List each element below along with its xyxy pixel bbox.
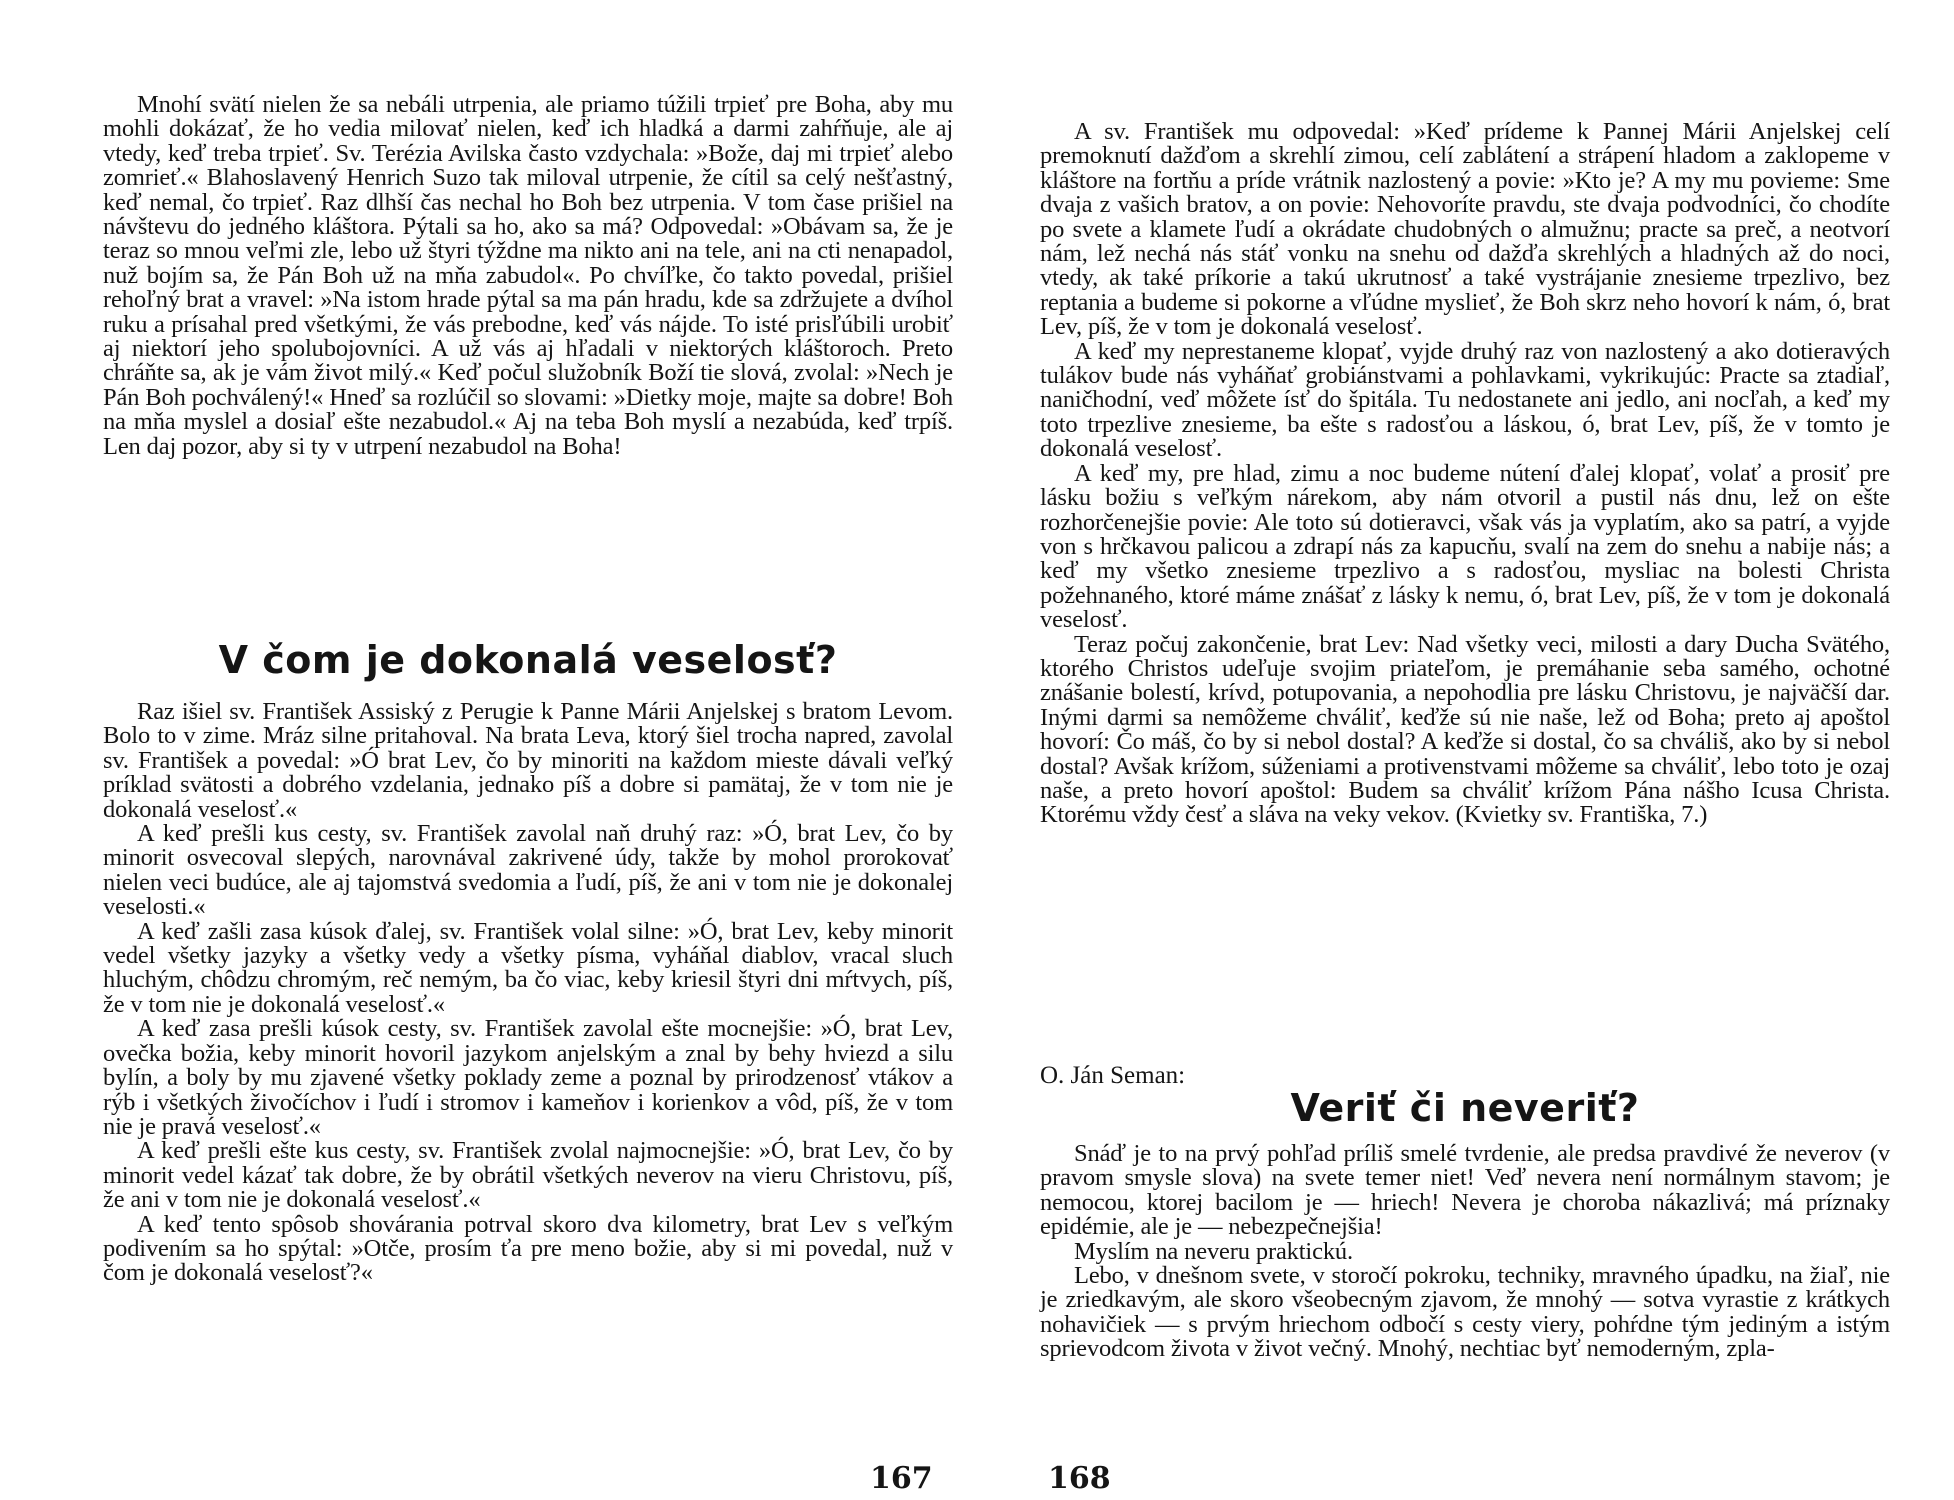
article-paragraph: Raz išiel sv. František Assiský z Perugie k Panne Márii Anjelskej s bratom Levom. Bolo to v zime. Mráz silne pritahoval. Na brata Leva, ktorý šiel trocha napred, zavolal sv. František a povedal: »Ó brat Lev, čo by minoriti na každom mieste dávali veľký príklad svätosti a dobrého vzdelania, jednako píš a dobre si pamätaj, že v tom nie je dokonalá veselosť.« — [103, 698, 953, 823]
article-heading: Veriť či neveriť? — [1290, 1086, 1640, 1130]
article-author: O. Ján Seman: — [1040, 1062, 1186, 1089]
article-paragraph: A sv. František mu odpovedal: »Keď prídeme k Pannej Márii Anjelskej celí premoknutí dažďom a skrehlí zimou, celí zablátení a strápení hladom a zaklopeme v kláštore na fortňu a príde vrátnik nazlostený a povie: »Kto je? A my mu povieme: Sme dvaja z vašich bratov, a on povie: Nehovoríte pravdu, ste dvaja podvodníci, čo chodíte po svete a klamete ľudí a okrádate chudobných o almužnu; practe sa preč, a neotvorí nám, lež nechá nás stáť vonku na snehu od dažďa skrehlých a hladných až do noci, vtedy, ak také príkorie a takú ukrutnosť a také vystrájanie znesieme trpezlivo, bez reptania a budeme si pokorne a vľúdne myslieť, že Boh skrz neho hovorí k nám, ó, brat Lev, píš, že v tom je dokonalá veselosť. — [1040, 118, 1890, 341]
article-paragraph: A keď zašli zasa kúsok ďalej, sv. František volal silne: »Ó, brat Lev, keby minorit vedel všetky jazyky a všetky vedy a všetky písma, vyháňal diablov, vracal sluch hluchým, chôdzu chromým, reč nemým, ba čo viac, keby kriesil štyri dni mŕtvych, píš, že v tom nie je dokonalá veselosť.« — [103, 917, 953, 1018]
page-number: 168 — [1048, 1461, 1111, 1496]
article-paragraph: A keď zasa prešli kúsok cesty, sv. František zavolal ešte mocnejšie: »Ó, brat Lev, ovečka božia, keby minorit hovoril jazykom anjelským a znal by behy hviezd a silu bylín, a boly by mu zjavené všetky poklady zeme a poznal by prirodzenosť vtákov a rýb i všetkých živočíchov i ľudí i stromov i kameňov i korienkov a vôd, píš, že v tom nie je pravá veselosť.« — [103, 1015, 953, 1140]
article-paragraph: A keď my, pre hlad, zimu a noc budeme nútení ďalej klopať, volať a prosiť pre lásku božiu s veľkým nárekom, aby nám otvoril a pustil nás dnu, lež on ešte rozhorčenejšie povie: Ale toto sú dotieravci, však vás ja vyplatím, ako sa patrí, a vyjde von s hrčkavou palicou a zdrapí nás za kapucňu, svalí na zem do snehu a nabije nás; a keď my všetko znesieme trpezlivo a s radosťou, mysliac na bolesti Christa požehnaného, ktoré máme znášať z lásky k nemu, ó, brat Lev, píš, že v tom je dokonalá veselosť. — [1040, 459, 1890, 634]
article-paragraph: Lebo, v dnešnom svete, v storočí pokroku, techniky, mravného úpadku, na žiaľ, nie je zriedkavým, ale skoro všeobecným zjavom, že mnohý — sotva vyrastie z krátkych nohavičiek — s prvým hriechom odbočí s cesty viery, pohŕdne tým jediným a istým sprievodcom života v život večný. Mnohý, nechtiac byť nemoderným, zpla- — [1040, 1262, 1890, 1363]
right-page-text — [1040, 120, 1890, 828]
article-paragraph: A keď my neprestaneme klopať, vyjde druhý raz von nazlostený a ako dotieravých tulákov bude nás vyháňať grobiánstvami a pohlavkami, vykrikujúc: Practe sa ztadiaľ, naničhodní, veď môžete ísť do špitála. Tu nedostanete ani jedlo, ani nocľah, a keď my toto trpezlive znesieme, ba ešte s radosťou a láskou, ó, brat Lev, píš, že v tomto je dokonalá veselosť. — [1040, 337, 1890, 463]
article-paragraph: A keď prešli ešte kus cesty, sv. František zvolal najmocnejšie: »Ó, brat Lev, čo by minorit vedel kázať tak dobre, že by obrátil všetkých neverov na vieru Christovu, píš, že ani v tom nie je dokonalá veselosť.« — [103, 1137, 953, 1214]
intro-paragraph: Mnohí svätí nielen že sa nebáli utrpenia, ale priamo túžili trpieť pre Boha, aby mu mohli dokázať, že ho vedia milovať nielen, keď ich hladká a darmi zahŕňuje, ale aj vtedy, keď treba trpieť. Sv. Terézia Avilska často vzdychala: »Bože, daj mi trpieť alebo zomrieť.« Blahoslavený Henrich Suzo tak miloval utrpenie, že cítil sa celý nešťastný, keď nemal, čo trpieť. Raz dlhší čas nechal ho Boh bez utrpenia. V tom čase prišiel na návštevu do jedného kláštora. Pýtali sa ho, ako sa má? Odpovedal: »Obávam sa, že je teraz so mnou veľmi zle, lebo už štyri týždne ma nikto ani na tele, ani na cti nenapadol, nuž bojím sa, že Pán Boh už na mňa zabudol«. Po chvíľke, čo takto povedal, prišiel rehoľný brat a vravel: »Na istom hrade pýtal sa ma pán hradu, kde sa zdržujete a dvíhol ruku a prísahal pred všetkými, že vás prebodne, keď vás nájde. To isté prisľúbili urobiť aj niektorí jeho spolubojovníci. A už vás aj hľadali v niektorých kláštoroch. Preto chráňte sa, ak je vám život milý.« Keď počul služobník Boží tie slová, zvolal: »Nech je Pán Boh pochválený!« Hneď sa rozlúčil so slovami: »Dietky moje, majte sa dobre! Boh na mňa myslel a dosiaľ ešte nezabudol.« Aj na teba Boh myslí a nezabúda, keď trpíš. Len daj pozor, aby si ty v utrpení nezabudol na Boha! — [103, 91, 953, 460]
left-article — [103, 634, 953, 686]
article-paragraph: Myslím na neveru praktickú. — [1074, 1237, 1353, 1265]
page-number: 167 — [870, 1461, 933, 1496]
right-article-title — [1040, 1082, 1890, 1134]
left-page — [103, 0, 953, 1500]
article-heading: V čom je dokonalá veselosť? — [218, 638, 838, 682]
left-article-body — [103, 700, 953, 1286]
left-page-text — [103, 93, 953, 459]
article-paragraph: Teraz počuj zakončenie, brat Lev: Nad všetky veci, milosti a dary Ducha Svätého, ktorého Christos udeľuje svojim priateľom, je premáhanie seba samého, ochotné znášanie bolestí, krívd, potupovania, a nepohodlia pre lásku Christovu, je najväčší dar. Inými darmi sa nemôžeme chváliť, keďže sú nie naše, lež od Boha; preto aj apoštol hovorí: Čo máš, čo by si nebol dostal? A keďže si dostal, čo sa chváliš, ako by si nebol dostal? Avšak krížom, súženiami a protivenstvami môžeme sa chváliť, lebo toto je ozaj naše, a preto hovorí apoštol: Budem sa chváliť krížom Pána nášho Ісusa Christa. Ktorému vždy česť a sláva na veky vekov. (Kvietky sv. Františka, 7.) — [1040, 630, 1890, 829]
article-paragraph: A keď prešli kus cesty, sv. František zavolal naň druhý raz: »Ó, brat Lev, čo by minorit osvecoval slepých, narovnával zakrivené údy, takže by mohol prorokovať nielen veci budúce, ale aj tajomstvá svedomia a ľudí, píš, že ani v tom nie je dokonalej veselosti.« — [103, 820, 953, 921]
right-page — [1040, 0, 1890, 1500]
article-paragraph: Snáď je to na prvý pohľad príliš smelé tvrdenie, ale predsa pravdivé že neverov (v pravom smysle slova) na svete temer niet! Veď nevera není normálnym stavom; je nemocou, ktorej bacilom je — hriech! Nevera je choroba nákazlivá; má príznaky epidémie, ale je — nebezpečnejšia! — [1040, 1140, 1890, 1241]
right-article-body — [1040, 1142, 1890, 1362]
article-paragraph: A keď tento spôsob shovárania potrval skoro dva kilometry, brat Lev s veľkým podivením sa ho spýtal: »Otče, prosím ťa pre meno božie, aby si mi povedal, nuž v čom je dokonalá veselosť?« — [103, 1210, 953, 1287]
